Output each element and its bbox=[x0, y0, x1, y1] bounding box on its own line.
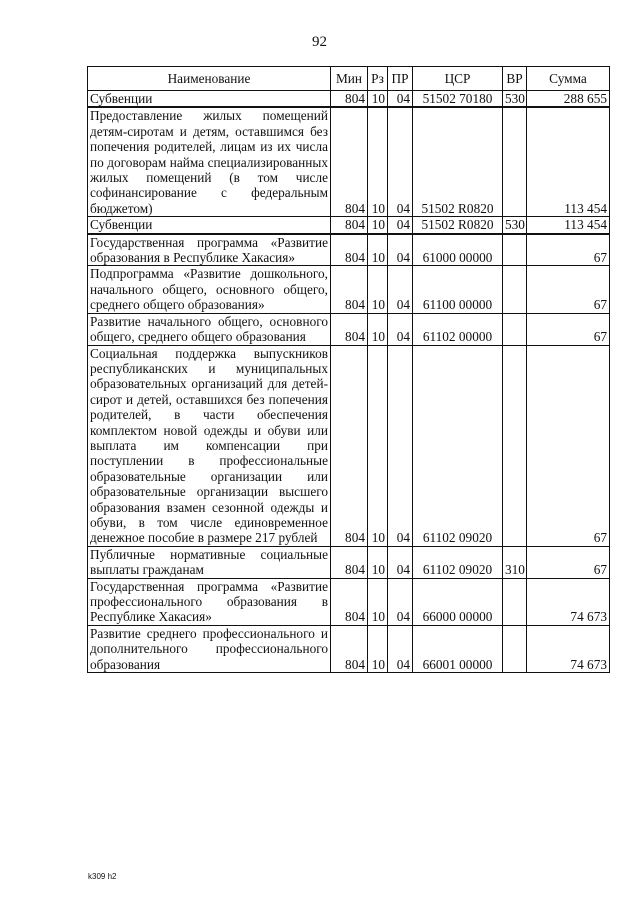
table-row bbox=[88, 91, 610, 108]
cell-vr bbox=[503, 345, 527, 546]
cell-min: 804 bbox=[331, 313, 368, 345]
cell-name: Субвенции bbox=[88, 91, 331, 108]
cell-rz: 10 bbox=[368, 578, 388, 625]
page-number: 92 bbox=[312, 34, 327, 50]
cell-csr: 61102 09020 bbox=[413, 345, 503, 546]
table-row bbox=[88, 578, 610, 625]
table-row bbox=[88, 234, 610, 266]
cell-sum: 113 454 bbox=[527, 217, 610, 234]
cell-rz: 10 bbox=[368, 266, 388, 313]
cell-sum: 74 673 bbox=[527, 625, 610, 672]
cell-name: Развитие среднего профессионального и дополнительного профессионального образования bbox=[88, 625, 331, 672]
cell-rz: 10 bbox=[368, 234, 388, 266]
cell-pr: 04 bbox=[388, 625, 413, 672]
cell-rz: 10 bbox=[368, 217, 388, 234]
cell-rz: 10 bbox=[368, 546, 388, 578]
header-pr: ПР bbox=[388, 67, 413, 91]
table-row bbox=[88, 107, 610, 216]
header-csr: ЦСР bbox=[413, 67, 503, 91]
cell-pr: 04 bbox=[388, 313, 413, 345]
cell-name: Субвенции bbox=[88, 217, 331, 234]
cell-vr bbox=[503, 107, 527, 216]
cell-csr: 61000 00000 bbox=[413, 234, 503, 266]
header-sum: Сумма bbox=[527, 67, 610, 91]
cell-rz: 10 bbox=[368, 313, 388, 345]
footer-code: k309 h2 bbox=[88, 872, 117, 881]
header-rz: Рз bbox=[368, 67, 388, 91]
cell-vr bbox=[503, 625, 527, 672]
cell-vr bbox=[503, 578, 527, 625]
cell-name: Государственная программа «Развитие профессионального образования в Республике Хакасия» bbox=[88, 578, 331, 625]
cell-pr: 04 bbox=[388, 546, 413, 578]
cell-pr: 04 bbox=[388, 217, 413, 234]
cell-min: 804 bbox=[331, 345, 368, 546]
cell-sum: 67 bbox=[527, 313, 610, 345]
cell-vr: 310 bbox=[503, 546, 527, 578]
cell-vr: 530 bbox=[503, 91, 527, 108]
table-row bbox=[88, 546, 610, 578]
cell-sum: 67 bbox=[527, 234, 610, 266]
cell-pr: 04 bbox=[388, 234, 413, 266]
table-row bbox=[88, 266, 610, 313]
cell-vr bbox=[503, 313, 527, 345]
cell-sum: 67 bbox=[527, 266, 610, 313]
cell-min: 804 bbox=[331, 625, 368, 672]
header-min: Мин bbox=[331, 67, 368, 91]
cell-csr: 66000 00000 bbox=[413, 578, 503, 625]
table-header-row bbox=[88, 67, 610, 91]
cell-min: 804 bbox=[331, 107, 368, 216]
cell-name: Публичные нормативные социальные выплаты гражданам bbox=[88, 546, 331, 578]
table-row bbox=[88, 313, 610, 345]
cell-rz: 10 bbox=[368, 107, 388, 216]
cell-pr: 04 bbox=[388, 107, 413, 216]
cell-sum: 113 454 bbox=[527, 107, 610, 216]
cell-pr: 04 bbox=[388, 91, 413, 108]
cell-vr bbox=[503, 234, 527, 266]
budget-table bbox=[87, 66, 610, 673]
cell-csr: 51502 70180 bbox=[413, 91, 503, 108]
cell-min: 804 bbox=[331, 266, 368, 313]
header-vr: ВР bbox=[503, 67, 527, 91]
cell-pr: 04 bbox=[388, 266, 413, 313]
table-row bbox=[88, 625, 610, 672]
cell-rz: 10 bbox=[368, 91, 388, 108]
cell-vr bbox=[503, 266, 527, 313]
table-row bbox=[88, 345, 610, 546]
cell-rz: 10 bbox=[368, 345, 388, 546]
cell-sum: 67 bbox=[527, 345, 610, 546]
cell-csr: 61102 09020 bbox=[413, 546, 503, 578]
cell-pr: 04 bbox=[388, 345, 413, 546]
cell-name: Подпрограмма «Развитие дошкольного, начального общего, основного общего, среднего общего образования» bbox=[88, 266, 331, 313]
cell-vr: 530 bbox=[503, 217, 527, 234]
cell-csr: 61100 00000 bbox=[413, 266, 503, 313]
cell-name: Социальная поддержка выпускников республиканских и муниципальных образовательных организаций для детей-сирот и детей, оставшихся без попечения родителей, в части обеспечения комплектом новой одежды и обуви или выплата им компенсации при поступлении в профессиональные образовательные организации или образовательные организации высшего образования взамен сезонной одежды и обуви, в том числе единовременное денежное пособие в размере 217 рублей bbox=[88, 345, 331, 546]
cell-csr: 61102 00000 bbox=[413, 313, 503, 345]
header-name: Наименование bbox=[88, 67, 331, 91]
cell-name: Развитие начального общего, основного общего, среднего общего образования bbox=[88, 313, 331, 345]
cell-csr: 66001 00000 bbox=[413, 625, 503, 672]
cell-rz: 10 bbox=[368, 625, 388, 672]
cell-csr: 51502 R0820 bbox=[413, 217, 503, 234]
cell-min: 804 bbox=[331, 217, 368, 234]
cell-pr: 04 bbox=[388, 578, 413, 625]
cell-min: 804 bbox=[331, 234, 368, 266]
cell-min: 804 bbox=[331, 91, 368, 108]
cell-sum: 67 bbox=[527, 546, 610, 578]
cell-csr: 51502 R0820 bbox=[413, 107, 503, 216]
cell-sum: 288 655 bbox=[527, 91, 610, 108]
cell-min: 804 bbox=[331, 578, 368, 625]
table-body bbox=[88, 91, 610, 673]
cell-name: Предоставление жилых помещений детям-сиротам и детям, оставшимся без попечения родителей, лицам из их числа по договорам найма специализированных жилых помещений (в том числе софинансирование с федеральным бюджетом) bbox=[88, 107, 331, 216]
cell-name: Государственная программа «Развитие образования в Республике Хакасия» bbox=[88, 234, 331, 266]
cell-sum: 74 673 bbox=[527, 578, 610, 625]
cell-min: 804 bbox=[331, 546, 368, 578]
table-row bbox=[88, 217, 610, 234]
